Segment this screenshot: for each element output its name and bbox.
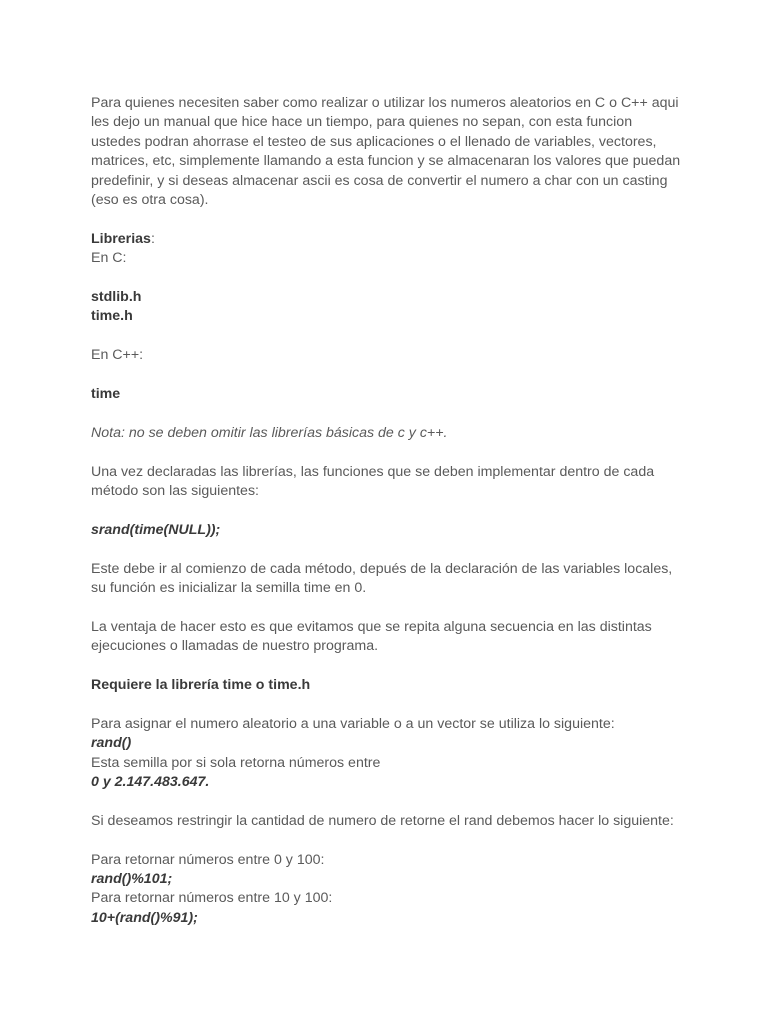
ventaja-paragraph: La ventaja de hacer esto es que evitamos que se repita alguna secuencia en las distintas ejecuciones o llamadas de nuestro programa.	[91, 618, 652, 655]
retornar-0-100-line: Para retornar números entre 0 y 100:	[91, 851, 325, 868]
en-c-label: En C:	[91, 250, 127, 267]
si-deseamos-line: Si deseamos restringir la cantidad de numero de retorne el rand debemos hacer lo siguiente:	[91, 812, 674, 829]
rango-code: 0 y 2.147.483.647.	[91, 774, 210, 791]
en-cpp-label: En C++:	[91, 347, 144, 364]
para-asignar-line: Para asignar el numero aleatorio a una variable o a un vector se utiliza lo siguiente:	[91, 715, 615, 732]
nota-paragraph: Nota: no se deben omitir las librerías básicas de c y c++.	[91, 424, 448, 441]
este-debe-paragraph: Este debe ir al comienzo de cada método, depués de la declaración de las variables locales, su función es inicializar la semilla time en 0.	[91, 560, 673, 597]
document-body	[91, 94, 691, 928]
intro-paragraph: Para quienes necesiten saber como realizar o utilizar los numeros aleatorios en C o C++ aqui les dejo un manual que hice hace un tiempo, para quienes no sepan, con esta funcion ustedes podran ahorrase el testeo de sus aplicaciones o el llenado de variables, vectores, matrices, etc, simplemente llamando a esta funcion y se almacenaran los valores que puedan predefinir, y si deseas almacenar ascii es cosa de convertir el numero a char con un casting (eso es otra cosa).	[91, 95, 681, 209]
rand-91-code: 10+(rand()%91);	[91, 909, 198, 926]
requiere-heading: Requiere la librería time o time.h	[91, 677, 311, 694]
rand-code: rand()	[91, 735, 132, 752]
librerias-label: Librerias	[91, 230, 151, 247]
librerias-colon: :	[150, 230, 155, 247]
una-vez-paragraph: Una vez declaradas las librerías, las funciones que se deben implementar dentro de cada método son las siguientes:	[91, 463, 655, 500]
rand-101-code: rand()%101;	[91, 871, 173, 888]
retornar-10-100-line: Para retornar números entre 10 y 100:	[91, 890, 333, 907]
time-h: time.h	[91, 308, 133, 325]
stdlib-h: stdlib.h	[91, 289, 142, 306]
librerias-heading	[91, 230, 691, 249]
time-lib: time	[91, 386, 121, 403]
srand-code: srand(time(NULL));	[91, 521, 221, 538]
esta-semilla-line: Esta semilla por si sola retorna números entre	[91, 754, 381, 771]
